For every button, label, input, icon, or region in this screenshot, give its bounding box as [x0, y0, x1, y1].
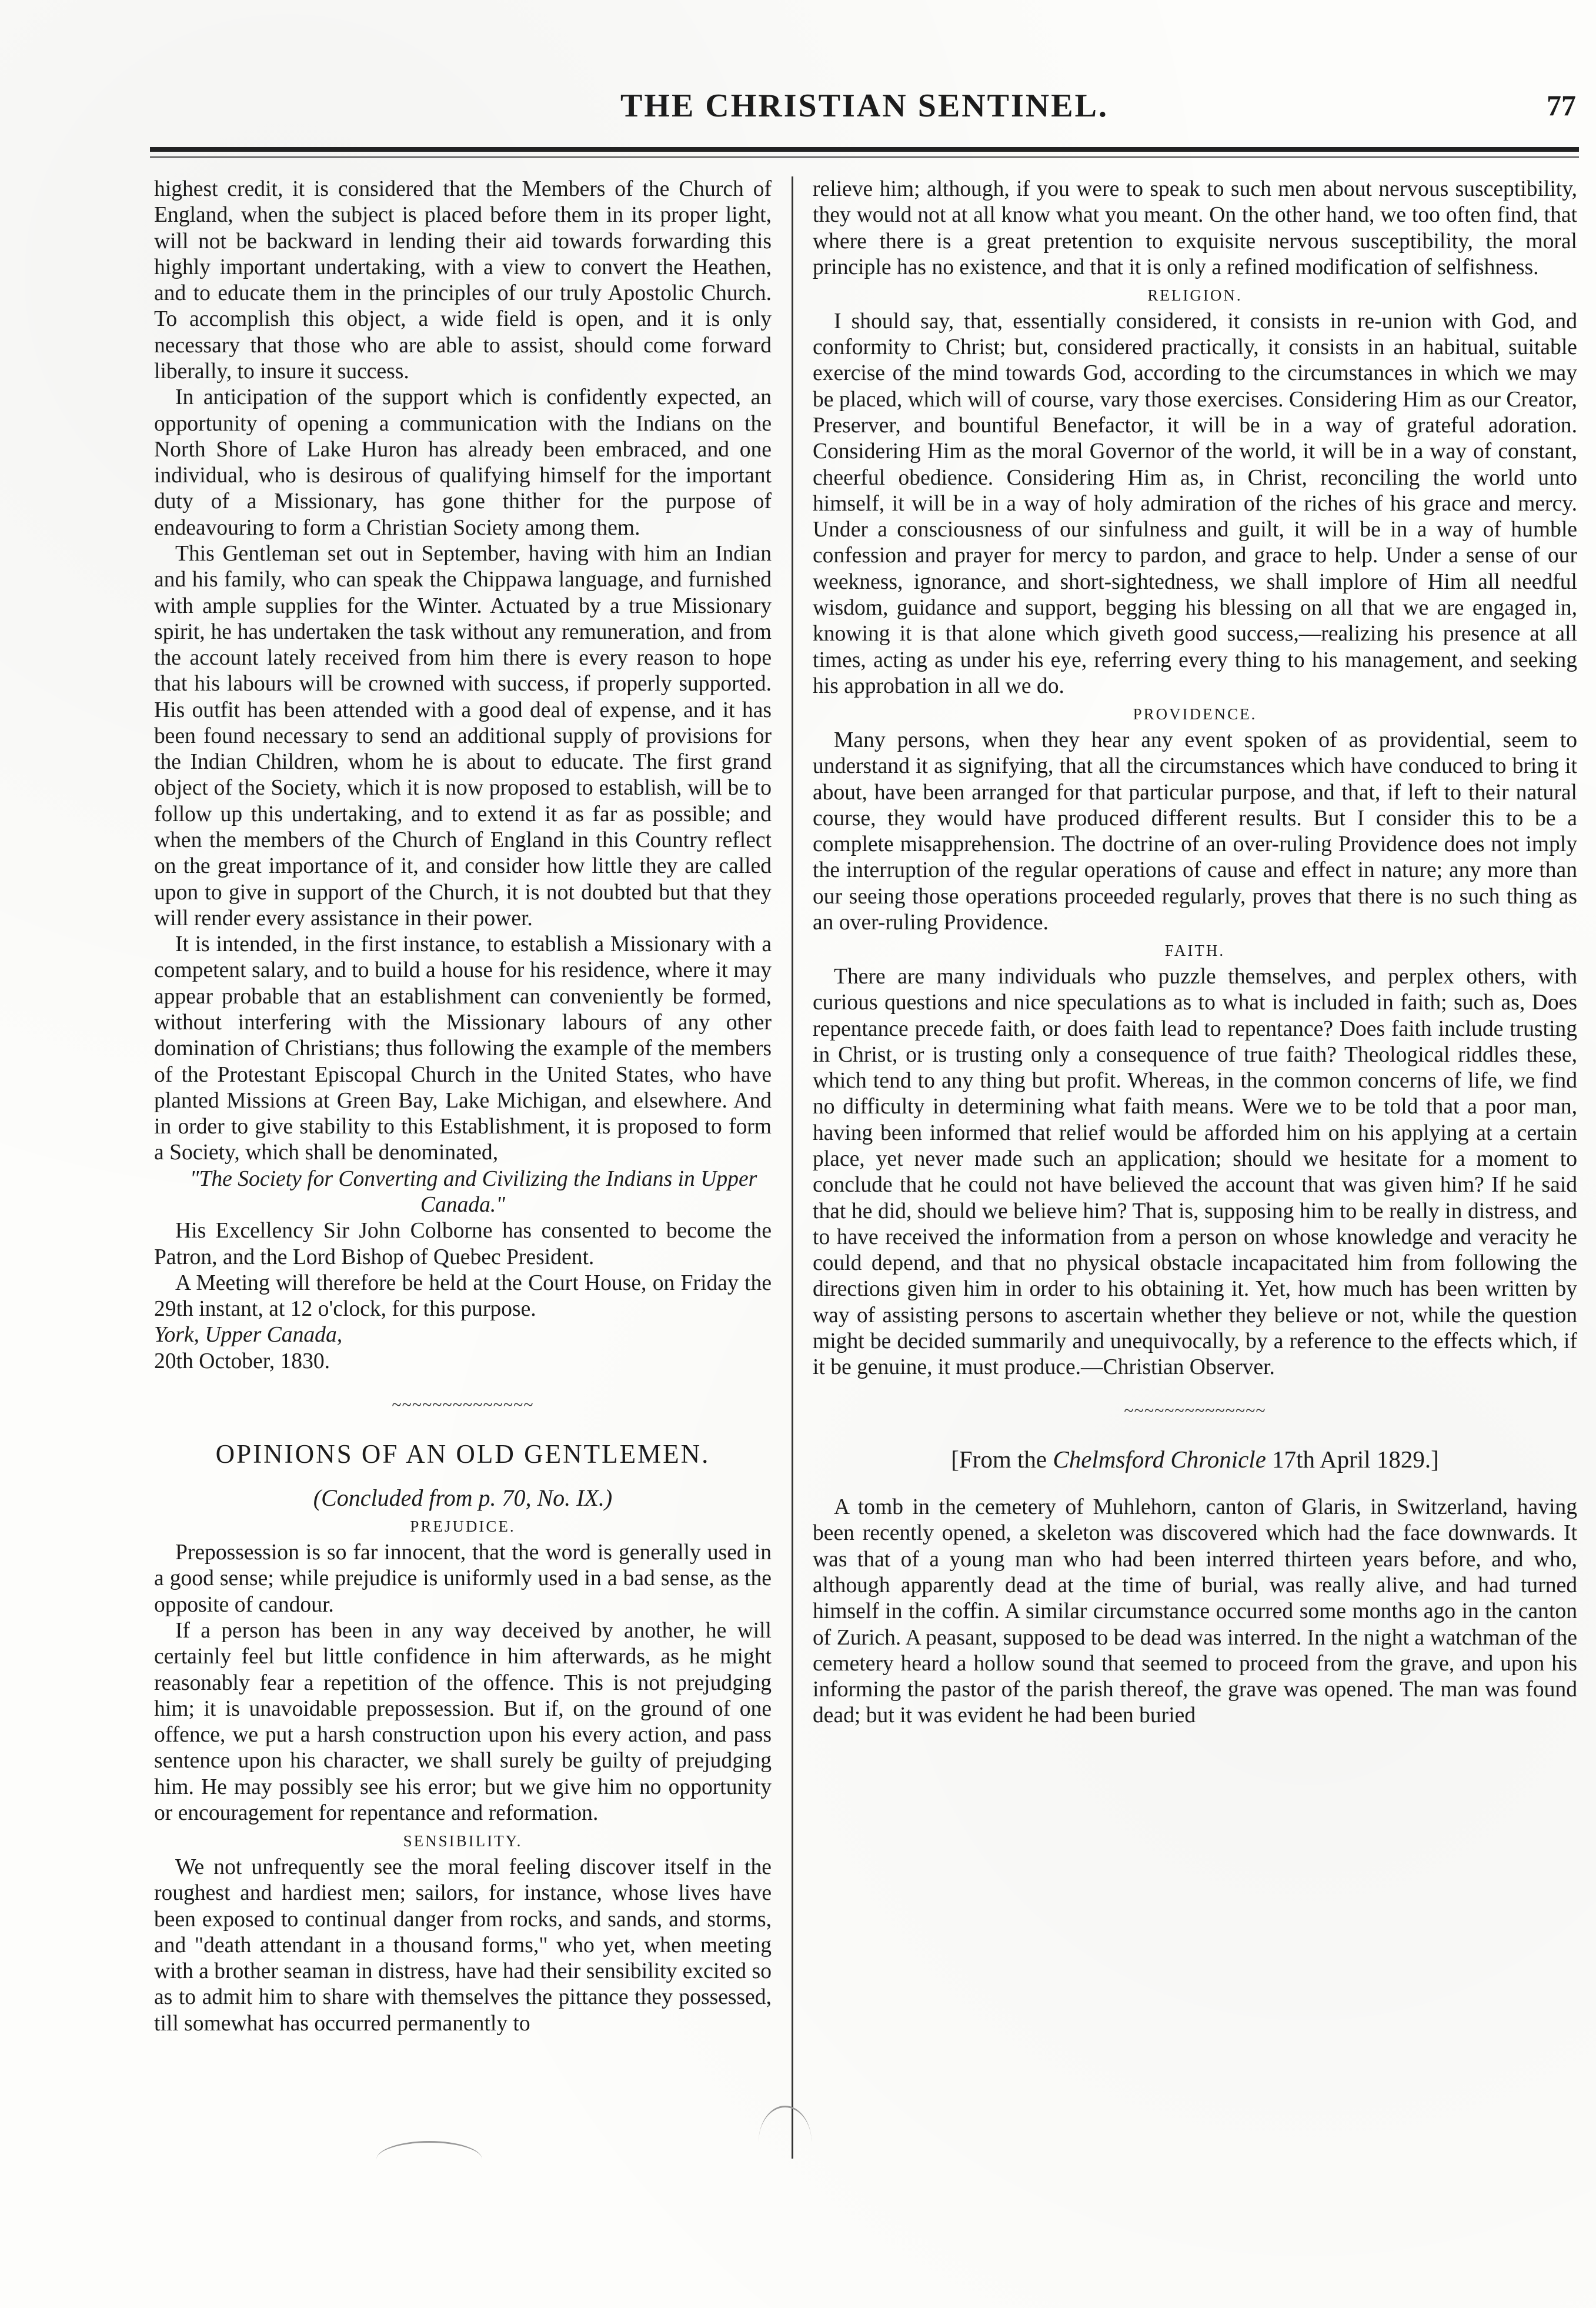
- source-prefix: [From the: [951, 1445, 1053, 1473]
- article-subtitle: (Concluded from p. 70, No. IX.): [313, 1485, 613, 1512]
- section-heading-faith: FAITH.: [1164, 942, 1226, 960]
- column-divider: [792, 176, 793, 2159]
- source-attribution: [813, 1445, 1577, 1473]
- right-column: [813, 176, 1577, 1729]
- running-title: THE CHRISTIAN SENTINEL.: [620, 88, 1108, 124]
- left-column: [154, 176, 772, 2037]
- header-rule-thin: [150, 156, 1579, 158]
- patron-paragraph: His Excellency Sir John Colborne has consented to become the Patron, and the Lord Bishop of Quebec President.: [154, 1219, 772, 1269]
- article-title: OPINIONS OF AN OLD GENTLEMEN.: [215, 1439, 710, 1469]
- dateline-date: 20th October, 1830.: [154, 1349, 330, 1373]
- source-paper-name: Chelmsford Chronicle: [1053, 1445, 1266, 1473]
- religion-paragraph: I should say, that, essentially considered, it consists in re-union with God, and conformity to Christ; but, considered practically, it consists in an habitual, suitable exercise of the mind towards God, according to the circumstances in which we may be placed, which will of course, vary those exercises. Considering Him as our Creator, Preserver, and bountiful Benefactor, it will be in a way of grateful adoration. Considering Him as the moral Governor of the world, it will be in a way of constant, cheerful obedience. Considering Him as, in Christ, reconciling the world unto himself, it will be in a way of holy admiration of the riches of his grace and mercy. Under a consciousness of our sinfulness and guilt, it will be in a way of humble confession and prayer for mercy to pardon, and grace to help. Under a sense of our weekness, ignorance, and short-sightedness, we shall implore of Him all needful wisdom, guidance and support, begging his blessing on all that we are engaged in, knowing it is that alone which giveth good success,—realizing his presence at all times, acting as under his eye, referring every thing to his management, and seeking his approbation in all we do.: [813, 309, 1577, 698]
- section-heading-prejudice: PREJUDICE.: [410, 1517, 516, 1536]
- section-heading-providence: PROVIDENCE.: [1133, 705, 1257, 723]
- page-number: 77: [1547, 89, 1576, 122]
- society-name: "The Society for Converting and Civilizing the Indians in Upper Canada.": [189, 1166, 757, 1217]
- ornamental-divider: ~~~~~~~~~~~~~~: [1124, 1401, 1266, 1421]
- faith-paragraph: There are many individuals who puzzle themselves, and perplex others, with curious questions and nice speculations as to what is included in faith; such as, Does repentance precede faith, or does faith lead to repentance? Does faith include trusting in Christ, or is trusting only a consequence of true faith? Theological riddles these, which tend to any thing but profit. Whereas, in the common concerns of life, we find no difficulty in determining what faith means. Were we to be told that a poor man, having been informed that relief would be afforded him on his applying at a certain place, yet never made such an application; should we hesitate for a moment to conclude that he could not have believed the account that was given him? If he said that he did, should we believe him? That is, supposing him to be really in distress, and to have received the information from a person on whose knowledge and veracity he could depend, and that no physical obstacle incapacitated him from following the directions given him in order to his obtaining it. Yet, how much has been written by way of assisting persons to ascertain whether they believe or not, while the question might be decided summarily and unequivocally, by a reference to the effects which, if it be genuine, it must produce.—Christian Observer.: [813, 964, 1577, 1380]
- society-paragraph: It is intended, in the first instance, to establish a Missionary with a competent salary, and to build a house for his residence, where it may appear probable that an establishment can conveniently be formed, without interfering with the Missionary labours of any other domination of Christians; thus following the example of the members of the Protestant Episcopal Church in the United States, who have planted Missions at Green Bay, Lake Michigan, and elsewhere. And in order to give stability to this Establishment, it is proposed to form a Society, which shall be denominated,: [154, 932, 772, 1165]
- sensibility-continued: relieve him; although, if you were to speak to such men about nervous susceptibility, they would not at all know what you meant. On the other hand, we too often find, that where there is a great pretention to exquisite nervous susceptibility, the moral principle has no existence, and that it is only a refined modification of selfishness.: [813, 177, 1577, 279]
- prejudice-paragraph: If a person has been in any way deceived by another, he will certainly feel but little confidence in him afterwards, as he might reasonably fear a repetition of the offence. This is not prejudging him; it is unavoidable prepossession. But if, on the ground of one offence, we put a harsh construction upon his every action, and pass sentence upon his character, we shall surely be guilty of prejudging him. He may possibly see his error; but we give him no opportunity or encouragement for repentance and reformation.: [154, 1619, 772, 1825]
- pen-mark: [759, 2106, 812, 2178]
- sensibility-paragraph: We not unfrequently see the moral feeling discover itself in the roughest and hardiest men; sailors, for instance, whose lives have been exposed to continual danger from rocks, and sands, and storms, and "death attendant in a thousand forms," who yet, when meeting with a brother seaman in distress, have had their sensibility excited so as to admit him to share with themselves the pittance they possessed, till somewhat has occurred permanently to: [154, 1855, 772, 2036]
- prejudice-paragraph: Prepossession is so far innocent, that the word is generally used in a good sense; while prejudice is uniformly used in a bad sense, as the opposite of candour.: [154, 1540, 772, 1617]
- society-paragraph: This Gentleman set out in September, having with him an Indian and his family, who can speak the Chippawa language, and furnished with ample supplies for the Winter. Actuated by a true Missionary spirit, he has undertaken the task without any remuneration, and from the account lately received from him there is every reason to hope that his labours will be crowned with success, if properly supported. His outfit has been attended with a good deal of expense, and it has been found necessary to send an additional supply of provisions for the Indian Children, whom he is about to educate. The first grand object of the Society, which it is now proposed to establish, will be to follow up this undertaking, and to extend it as far as possible; and when the members of the Church of England in this Country reflect on the great importance of it, and consider how little they are called upon to give in support of the Church, it is not doubted but that they will render every assistance in their power.: [154, 541, 772, 930]
- source-suffix: 17th April 1829.]: [1266, 1445, 1439, 1473]
- pen-mark: [376, 2141, 482, 2178]
- providence-paragraph: Many persons, when they hear any event spoken of as providential, seem to understand it as signifying, that all the circumstances which have conduced to bring it about, have been arranged for that particular purpose, and that, if left to their natural course, they would have produced different results. But I consider this to be a complete misapprehension. The doctrine of an over-ruling Providence does not imply the interruption of the regular operations of cause and effect in nature; any more than our seeing those operations proceeded regularly, proves that there is no such thing as an over-ruling Providence.: [813, 728, 1577, 935]
- society-paragraph: In anticipation of the support which is confidently expected, an opportunity of opening a communication with the Indians on the North Shore of Lake Huron has already been embraced, and one individual, who is desirous of qualifying himself for the important duty of a Missionary, has gone thither for the purpose of endeavouring to form a Christian Society among them.: [154, 385, 772, 540]
- section-heading-sensibility: SENSIBILITY.: [403, 1832, 523, 1850]
- society-paragraph: highest credit, it is considered that the Members of the Church of England, when the subject is placed before them in its proper light, will not be backward in lending their aid towards forwarding this highly important undertaking, with a view to convert the Heathen, and to educate them in the principles of our truly Apostolic Church. To accomplish this object, a wide field is open, and it is only necessary that those who are able to assist, should come forward liberally, to insure it success.: [154, 177, 772, 383]
- ornamental-divider: ~~~~~~~~~~~~~~: [392, 1395, 534, 1415]
- dateline-place: York, Upper Canada,: [154, 1323, 343, 1348]
- section-heading-religion: RELIGION.: [1147, 286, 1243, 305]
- tomb-paragraph: A tomb in the cemetery of Muhlehorn, canton of Glaris, in Switzerland, having been recently opened, a skeleton was discovered which had the face downwards. It was that of a young man who had been interred thirteen years before, and who, although apparently dead at the time of burial, was really alive, and had turned himself in the coffin. A similar circumstance occurred some months ago in the canton of Zurich. A peasant, supposed to be dead was interred. In the night a watchman of the cemetery heard a hollow sound that seemed to proceed from the grave, and upon his informing the pastor of the parish thereof, the grave was opened. The man was found dead; but it was evident he had been buried: [813, 1495, 1577, 1728]
- header-rule: [150, 147, 1579, 152]
- page-header: [153, 82, 1576, 135]
- meeting-paragraph: A Meeting will therefore be held at the Court House, on Friday the 29th instant, at 12 o'clock, for this purpose.: [154, 1270, 772, 1322]
